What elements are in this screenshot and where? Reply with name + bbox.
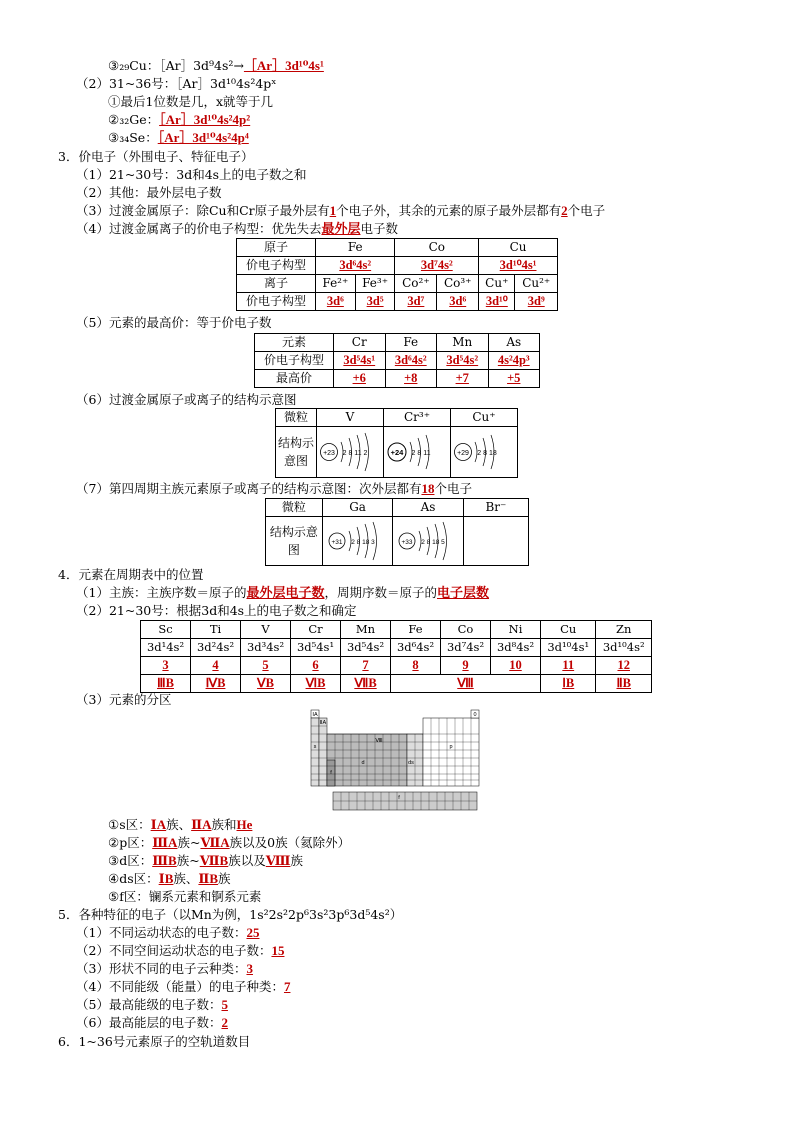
zone-s <box>108 816 252 833</box>
s3-item-6: （6）过渡金属原子或离子的结构示意图 <box>76 392 297 407</box>
table-cell: V <box>241 621 291 639</box>
table-cell-answer: 3d¹⁰ <box>479 293 515 311</box>
table-cell: 3d⁶4s² <box>391 639 441 657</box>
table-cell-answer: 3d⁵4s² <box>437 352 489 370</box>
group-table <box>140 620 652 693</box>
s4-item-2: （2）21~30号：根据3d和4s上的电子数之和确定 <box>76 603 357 618</box>
table-cell-answer: 3d⁵4s¹ <box>334 352 386 370</box>
table-cell-answer: ⅥB <box>291 675 341 693</box>
table-cell: Co <box>395 239 479 257</box>
s4-item-3: （3）元素的分区 <box>76 692 172 707</box>
ion-config-table <box>236 238 558 311</box>
table-cell: 价电子构型 <box>255 352 334 370</box>
valence-table <box>254 333 540 388</box>
atom-diagram-br-empty <box>463 517 528 566</box>
s3-item-4-text-b: 电子数 <box>360 221 398 236</box>
table-cell: Fe <box>385 334 437 352</box>
s4-item-1 <box>76 584 489 601</box>
table-cell-answer: ⅦB <box>341 675 391 693</box>
table-cell-answer: ⅢB <box>141 675 191 693</box>
table-cell: Cu <box>479 239 558 257</box>
table-cell-answer: 3d⁶ <box>437 293 479 311</box>
pt-label-p: p <box>449 744 453 750</box>
s5-item-1 <box>76 924 259 941</box>
s3-item-3-text-b: 个电子外，其余的元素的原子最外层都有 <box>336 203 562 218</box>
table-cell-answer: 5 <box>241 657 291 675</box>
table-cell: 离子 <box>237 275 316 293</box>
table-cell-answer: +7 <box>437 370 489 388</box>
atom-diagram-cu-ion <box>451 427 518 478</box>
zone-s-text-1: 族、 <box>166 817 192 832</box>
table-cell: As <box>393 499 463 517</box>
zone-f: ⑤f区：镧系元素和锕系元素 <box>108 889 262 904</box>
shell-electrons: 2 8 18 3 <box>350 539 375 546</box>
zone-p-answer-2: ⅦA <box>200 835 230 850</box>
nucleus-label: +24 <box>390 448 404 457</box>
table-cell: Cr <box>291 621 341 639</box>
s5-answer: 3 <box>246 961 253 976</box>
s5-answer: 15 <box>271 943 285 958</box>
table-cell: Co³⁺ <box>437 275 479 293</box>
pt-label-f: f <box>398 795 400 801</box>
zone-ds-text-2: 族 <box>218 871 231 886</box>
structure-table-2 <box>265 498 529 566</box>
zone-d-answer-3: Ⅷ <box>265 853 291 868</box>
zone-ds-text-1: 族、 <box>173 871 199 886</box>
atom-diagram-svg <box>319 430 381 474</box>
table-cell-answer: 3d⁶4s² <box>385 352 437 370</box>
sub-item-31-36: （2）31~36号：［Ar］3d¹⁰4s²4pˣ <box>76 76 277 91</box>
section-6-title: 6．1~36号元素原子的空轨道数目 <box>58 1034 251 1049</box>
table-cell-answer: Ⅷ <box>391 675 541 693</box>
atom-diagram-cr3 <box>384 427 451 478</box>
table-cell-answer: 8 <box>391 657 441 675</box>
sub-note-x: ①最后1位数是几，x就等于几 <box>108 94 274 109</box>
table-cell-answer: ⅡB <box>596 675 652 693</box>
s5-question: （5）最高能级的电子数： <box>76 997 222 1012</box>
table-cell: 3d¹4s² <box>141 639 191 657</box>
table-cell-answer: 4s²4p³ <box>488 352 540 370</box>
s3-item-2: （2）其他：最外层电子数 <box>76 185 222 200</box>
s4-item-1-answer-1: 最外层电子数 <box>246 585 325 600</box>
zone-d-answer-2: ⅦB <box>199 853 229 868</box>
zone-ds <box>108 870 231 887</box>
zone-s-answer-2: ⅡA <box>191 817 212 832</box>
zone-d-text-1: 族~ <box>176 853 200 868</box>
table-cell: 3d⁸4s² <box>491 639 541 657</box>
section-3-title: 3．价电子（外围电子、特征电子） <box>58 149 254 164</box>
table-cell: 微粒 <box>266 499 323 517</box>
table-cell: Ti <box>191 621 241 639</box>
nucleus-label: +31 <box>331 539 343 546</box>
nucleus-label: +29 <box>457 450 469 457</box>
atom-diagram-svg <box>453 430 515 474</box>
table-cell: 3d¹⁰4s¹ <box>541 639 596 657</box>
atom-diagram-svg <box>397 520 459 562</box>
table-cell: 结构示意图 <box>276 427 317 478</box>
zone-s-label: ①s区： <box>108 817 151 832</box>
pt-label-ds: ds <box>408 760 414 766</box>
table-cell-answer: 10 <box>491 657 541 675</box>
table-cell-answer: 3d⁷ <box>395 293 437 311</box>
table-cell: Co²⁺ <box>395 275 437 293</box>
table-cell: Mn <box>437 334 489 352</box>
table-cell: As <box>488 334 540 352</box>
pt-label-viii: Ⅷ <box>375 738 383 744</box>
s5-item-5 <box>76 996 228 1013</box>
zone-s-answer-3: He <box>236 817 253 832</box>
s4-item-1-text-a: （1）主族：主族序数＝原子的 <box>76 585 247 600</box>
table-cell: Fe <box>316 239 395 257</box>
table-cell: 结构示意图 <box>266 517 323 566</box>
table-cell-answer: 9 <box>441 657 491 675</box>
table-cell: Fe³⁺ <box>355 275 395 293</box>
s5-question: （6）最高能层的电子数： <box>76 1015 222 1030</box>
s3-item-3-answer-1: 1 <box>329 203 337 218</box>
s3-item-3-text-a: （3）过渡金属原子：除Cu和Cr原子最外层有 <box>76 203 330 218</box>
s3-item-4 <box>76 220 398 237</box>
table-cell-answer: ⅤB <box>241 675 291 693</box>
table-cell: 3d³4s² <box>241 639 291 657</box>
zone-d-answer-1: ⅢB <box>152 853 177 868</box>
zone-p-label: ②p区： <box>108 835 153 850</box>
table-cell: 价电子构型 <box>237 293 316 311</box>
se-prefix: ③₃₄Se： <box>108 130 158 145</box>
shell-electrons: 2 8 18 <box>477 450 497 457</box>
s5-answer: 25 <box>246 925 260 940</box>
table-cell: Cr³⁺ <box>384 409 451 427</box>
table-cell: Co <box>441 621 491 639</box>
table-cell: Fe²⁺ <box>316 275 356 293</box>
pt-label-ia: ⅠA <box>312 712 318 718</box>
nucleus-label: +23 <box>323 450 335 457</box>
zone-ds-answer-1: ⅠB <box>158 871 174 886</box>
zone-p-text-1: 族~ <box>177 835 201 850</box>
table-cell-answer: 3d¹⁰4s¹ <box>479 257 558 275</box>
pt-label-d: d <box>361 760 365 766</box>
s4-item-1-answer-2: 电子层数 <box>437 585 490 600</box>
s5-item-6 <box>76 1014 228 1031</box>
zone-d-label: ③d区： <box>108 853 153 868</box>
atom-diagram-v <box>317 427 384 478</box>
shell-electrons: 2 8 11 2 <box>342 450 368 457</box>
table-cell: V <box>317 409 384 427</box>
table-cell-answer: 4 <box>191 657 241 675</box>
s5-question: （1）不同运动状态的电子数： <box>76 925 247 940</box>
s5-answer: 7 <box>283 979 291 994</box>
table-cell-answer: 3d⁶ <box>316 293 356 311</box>
s3-item-4-answer: 最外层 <box>321 221 361 236</box>
zone-p-answer-1: ⅢA <box>152 835 178 850</box>
table-cell: 3d⁷4s² <box>441 639 491 657</box>
table-cell-answer: ⅣB <box>191 675 241 693</box>
shell-electrons: 2 8 11 <box>411 450 431 457</box>
table-cell: 3d¹⁰4s² <box>596 639 652 657</box>
table-cell: Ni <box>491 621 541 639</box>
s5-item-2 <box>76 942 284 959</box>
s5-answer: 5 <box>221 997 228 1012</box>
s5-question: （4）不同能级（能量）的电子种类： <box>76 979 284 994</box>
table-cell-answer: 3d⁶4s² <box>316 257 395 275</box>
nucleus-label: +33 <box>401 539 413 546</box>
s3-item-4-text-a: （4）过渡金属离子的价电子构型：优先失去 <box>76 221 322 236</box>
shell-electrons: 2 8 18 5 <box>421 539 445 546</box>
table-cell: 3d⁵4s² <box>341 639 391 657</box>
table-cell: Sc <box>141 621 191 639</box>
s3-item-3 <box>76 202 605 219</box>
s5-answer: 2 <box>221 1015 228 1030</box>
ge-prefix: ②₃₂Ge： <box>108 112 160 127</box>
s4-item-1-text-b: ，周期序数＝原子的 <box>324 585 437 600</box>
s3-item-7 <box>76 480 472 497</box>
section-4-title: 4．元素在周期表中的位置 <box>58 567 204 582</box>
pt-label-f-column: f <box>330 770 332 776</box>
s3-item-5: （5）元素的最高价：等于价电子数 <box>76 315 272 330</box>
atom-diagram-ga <box>322 517 392 566</box>
cu-config-line <box>108 57 324 74</box>
ge-config-line <box>108 111 250 128</box>
table-cell-answer: 3d⁷4s² <box>395 257 479 275</box>
zone-ds-label: ④ds区： <box>108 871 159 886</box>
table-cell: Mn <box>341 621 391 639</box>
table-cell: Br⁻ <box>463 499 528 517</box>
atom-diagram-as <box>393 517 463 566</box>
zone-s-text-2: 族和 <box>211 817 237 832</box>
cu-prefix: ③₂₉Cu：［Ar］3d⁹4s²→ <box>108 58 244 73</box>
table-cell: Zn <box>596 621 652 639</box>
pt-label-zero: 0 <box>473 712 477 718</box>
zone-ds-answer-2: ⅡB <box>198 871 219 886</box>
s3-item-7-text-a: （7）第四周期主族元素原子或离子的结构示意图：次外层都有 <box>76 481 422 496</box>
table-cell: 元素 <box>255 334 334 352</box>
zone-p <box>108 834 350 851</box>
table-cell-answer: 11 <box>541 657 596 675</box>
pt-label-s: s <box>313 744 317 750</box>
table-cell: 价电子构型 <box>237 257 316 275</box>
table-cell-answer: +6 <box>334 370 386 388</box>
table-cell: 最高价 <box>255 370 334 388</box>
s5-item-4 <box>76 978 290 995</box>
table-cell-answer: 3d⁵ <box>355 293 395 311</box>
table-cell-answer: 7 <box>341 657 391 675</box>
s5-question: （3）形状不同的电子云种类： <box>76 961 247 976</box>
ge-answer: ［Ar］3d¹⁰4s²4p² <box>159 112 251 127</box>
s3-item-3-text-c: 个电子 <box>567 203 606 218</box>
table-cell: Cr <box>334 334 386 352</box>
s3-item-7-answer: 18 <box>421 481 435 496</box>
atom-diagram-svg <box>386 430 448 474</box>
se-answer: ［Ar］3d¹⁰4s²4p⁴ <box>157 130 249 145</box>
s5-question: （2）不同空间运动状态的电子数： <box>76 943 272 958</box>
cu-answer: ［Ar］3d¹⁰4s¹ <box>243 58 324 73</box>
table-cell: 3d²4s² <box>191 639 241 657</box>
s3-item-3-answer-2: 2 <box>561 203 568 218</box>
table-cell-answer: 12 <box>596 657 652 675</box>
zone-p-text-2: 族以及0族（氦除外） <box>229 835 351 850</box>
se-config-line <box>108 129 249 146</box>
table-cell: 微粒 <box>276 409 317 427</box>
section-5-title: 5．各种特征的电子（以Mn为例，1s²2s²2p⁶3s²3p⁶3d⁵4s²） <box>58 907 403 922</box>
periodic-table-block-diagram <box>308 708 480 814</box>
zone-d <box>108 852 303 869</box>
table-cell: Cu <box>541 621 596 639</box>
pt-label-iia: ⅡA <box>319 720 327 726</box>
zone-d-text-2: 族以及 <box>228 853 266 868</box>
table-cell: Ga <box>322 499 392 517</box>
zone-s-answer-1: ⅠA <box>150 817 167 832</box>
table-cell-answer: 3d⁹ <box>515 293 558 311</box>
table-cell: 原子 <box>237 239 316 257</box>
structure-table-1 <box>275 408 518 478</box>
s3-item-1: （1）21~30号：3d和4s上的电子数之和 <box>76 167 307 182</box>
table-cell-answer: 6 <box>291 657 341 675</box>
table-cell-answer: +5 <box>488 370 540 388</box>
table-cell-answer: 3 <box>141 657 191 675</box>
table-cell-answer: +8 <box>385 370 437 388</box>
zone-d-text-3: 族 <box>290 853 303 868</box>
table-cell: Cu⁺ <box>479 275 515 293</box>
s5-item-3 <box>76 960 253 977</box>
table-cell: 3d⁵4s¹ <box>291 639 341 657</box>
table-cell: Cu²⁺ <box>515 275 558 293</box>
table-cell-answer: ⅠB <box>541 675 596 693</box>
s3-item-7-text-b: 个电子 <box>434 481 472 496</box>
table-cell: Cu⁺ <box>451 409 518 427</box>
table-cell: Fe <box>391 621 441 639</box>
atom-diagram-svg <box>327 520 389 562</box>
